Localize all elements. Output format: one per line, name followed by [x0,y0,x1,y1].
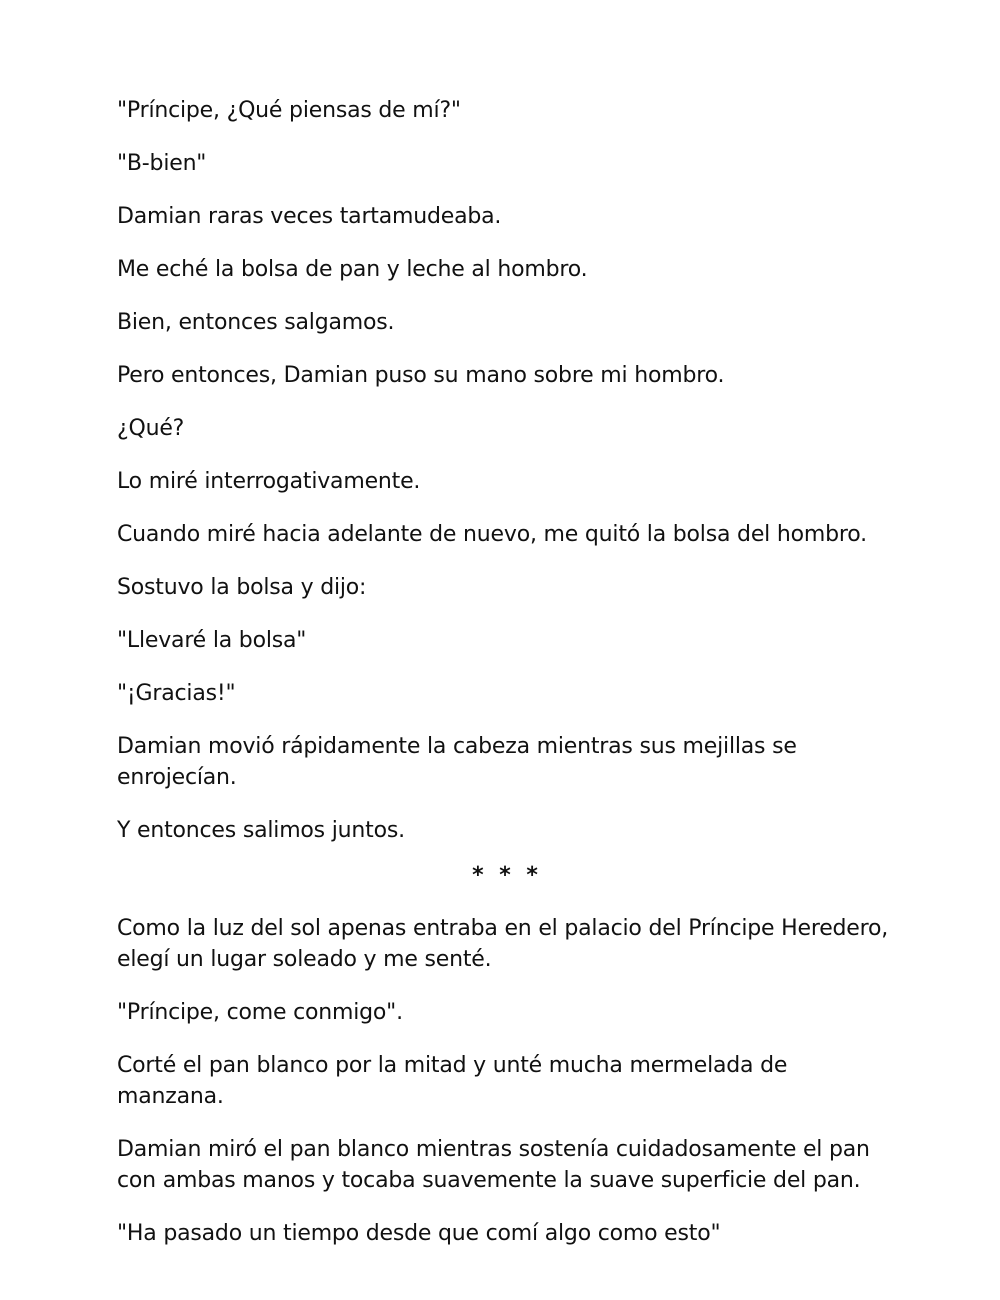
paragraph: "Príncipe, ¿Qué piensas de mí?" [117,98,461,123]
paragraph: "Llevaré la bolsa" [117,628,307,653]
paragraph: Lo miré interrogativamente. [117,469,421,494]
paragraph: Y entonces salimos juntos. [117,818,405,843]
paragraph: Bien, entonces salgamos. [117,310,395,335]
paragraph: Me eché la bolsa de pan y leche al hombro. [117,257,588,282]
paragraph: Damian movió rápidamente la cabeza mientras sus mejillas se enrojecían. [117,734,797,790]
document-body [117,95,897,1271]
paragraph: Damian miró el pan blanco mientras sostenía cuidadosamente el pan con ambas manos y tocaba suavemente la suave superficie del pan. [117,1137,870,1193]
paragraph: "B-bien" [117,151,207,176]
paragraph: Pero entonces, Damian puso su mano sobre mi hombro. [117,363,725,388]
paragraph: "¡Gracias!" [117,681,236,706]
paragraph: Como la luz del sol apenas entraba en el palacio del Príncipe Heredero, elegí un lugar soleado y me senté. [117,916,889,972]
paragraph: "Príncipe, come conmigo". [117,1000,403,1025]
paragraph: Sostuvo la bolsa y dijo: [117,575,367,600]
scene-separator: * * * [472,863,542,888]
paragraph: Damian raras veces tartamudeaba. [117,204,502,229]
paragraph: Cuando miré hacia adelante de nuevo, me quitó la bolsa del hombro. [117,522,867,547]
paragraph: "Ha pasado un tiempo desde que comí algo como esto" [117,1221,721,1246]
paragraph: ¿Qué? [117,416,185,441]
paragraph: Corté el pan blanco por la mitad y unté mucha mermelada de manzana. [117,1053,788,1109]
